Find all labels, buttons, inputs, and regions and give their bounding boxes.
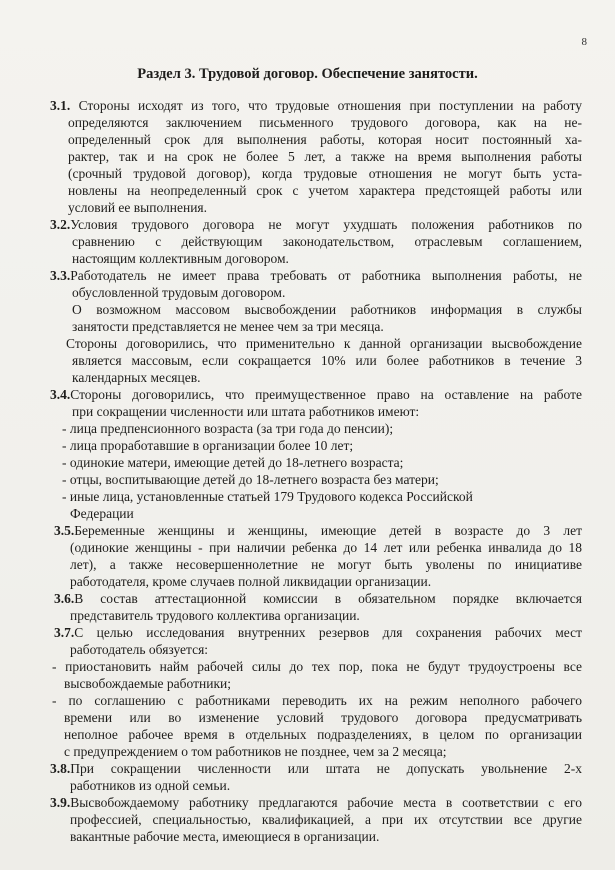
line-text: Беременные женщины и женщины, имеющие детей в возрасте до 3 лет: [74, 523, 582, 538]
line-text: профессией, специальностью, квалификацией, а при их отсутствии все другие: [70, 812, 582, 827]
text-line: [50, 709, 582, 726]
line-text: вакантные рабочие места, имеющиеся в организации.: [70, 829, 380, 844]
text-line: [50, 573, 582, 590]
line-text: При сокращении численности или штата не допускать увольнение 2-х: [70, 761, 582, 776]
text-line: [50, 318, 582, 335]
text-line: [50, 590, 582, 607]
line-text: С целью исследования внутренних резервов для сохранения рабочих мест: [74, 625, 582, 640]
line-text: календарных месяцев.: [72, 370, 201, 385]
line-text: новлены на неопределенный срок с учетом характера предстоящей работы или: [68, 183, 582, 198]
line-text: О возможном массовом высвобождении работников информация в службы: [72, 302, 582, 317]
line-text: времени или во изменение условий трудового договора предусматривать: [64, 710, 582, 725]
text-line: [50, 284, 582, 301]
line-text: представитель трудового коллектива организации.: [70, 608, 360, 623]
line-text: работодатель обязуется:: [70, 642, 209, 657]
line-text: условий ее выполнения.: [68, 200, 208, 215]
text-line: [50, 131, 582, 148]
text-line: [50, 233, 582, 250]
line-text: В состав аттестационной комиссии в обязательном порядке включается: [74, 591, 582, 606]
section-title: Раздел 3. Трудовой договор. Обеспечение занятости.: [137, 66, 478, 82]
text-line: [50, 828, 582, 845]
line-text: - иные лица, установленные статьей 179 Трудового кодекса Российской: [62, 489, 473, 504]
text-line: [50, 641, 582, 658]
line-text: Условия трудового договора не могут ухудшать положения работников по: [70, 217, 582, 232]
text-line: [50, 250, 582, 267]
page-number: 8: [581, 36, 587, 48]
text-line: [50, 726, 582, 743]
text-line: [50, 522, 582, 539]
section-body: [50, 97, 582, 845]
line-text: сравнению с действующим законодательством, отраслевым соглашением,: [72, 234, 582, 249]
text-line: [50, 794, 582, 811]
text-line: [50, 216, 582, 233]
line-text: Работодатель не имеет права требовать от работника выполнения работы, не: [70, 268, 582, 283]
line-text: - по соглашению с работниками переводить их на режим неполного рабочего: [52, 693, 582, 708]
clause-number: 3.1.: [50, 98, 71, 113]
text-line: [50, 97, 582, 114]
line-text: (срочный трудовой договор), когда трудовые отношения не могут быть уста-: [68, 166, 582, 181]
text-line: [50, 420, 582, 437]
text-line: [50, 352, 582, 369]
text-line: [50, 760, 582, 777]
text-line: [50, 454, 582, 471]
text-line: [50, 556, 582, 573]
clause-number: 3.8.: [50, 761, 71, 776]
line-text: рактер, так и на срок не более 5 лет, а также на время выполнения работы: [68, 149, 582, 164]
text-line: [50, 692, 582, 709]
text-line: [50, 505, 582, 522]
text-line: [50, 386, 582, 403]
line-text: обусловленной трудовым договором.: [72, 285, 286, 300]
line-text: работодателя, кроме случаев полной ликвидации организации.: [70, 574, 432, 589]
text-line: [50, 539, 582, 556]
line-text: - одинокие матери, имеющие детей до 18-летнего возраста;: [62, 455, 404, 470]
text-line: [50, 437, 582, 454]
line-text: неполное рабочее время в отдельных подразделениях, в целом по организации: [64, 727, 582, 742]
clause-number: 3.6.: [54, 591, 75, 606]
line-text: занятости представляется не менее чем за три месяца.: [72, 319, 384, 334]
line-text: лет), а также несовершеннолетние не могут быть уволены по инициативе: [70, 557, 582, 572]
text-line: [50, 165, 582, 182]
text-line: [50, 114, 582, 131]
text-line: [50, 607, 582, 624]
text-line: [50, 743, 582, 760]
text-line: [50, 624, 582, 641]
line-text: (одинокие женщины - при наличии ребенка до 14 лет или ребенка инвалида до 18: [70, 540, 582, 555]
line-text: Стороны исходят из того, что трудовые отношения при поступлении на работу: [70, 98, 582, 113]
text-line: [50, 471, 582, 488]
text-line: [50, 777, 582, 794]
text-line: [50, 335, 582, 352]
line-text: Федерации: [70, 506, 134, 521]
line-text: - лица предпенсионного возраста (за три года до пенсии);: [62, 421, 394, 436]
text-line: [50, 658, 582, 675]
text-line: [50, 199, 582, 216]
line-text: - лица проработавшие в организации более 10 лет;: [62, 438, 354, 453]
line-text: определяются заключением письменного трудового договора, как на не-: [68, 115, 582, 130]
line-text: определенный срок для выполнения работы, которая носит постоянный ха-: [68, 132, 582, 147]
line-text: высвобождаемые работники;: [64, 676, 231, 691]
text-line: [50, 811, 582, 828]
text-line: [50, 148, 582, 165]
clause-number: 3.3.: [50, 268, 71, 283]
clause-number: 3.4.: [50, 387, 71, 402]
line-text: - приостановить найм рабочей силы до тех пор, пока не будут трудоустроены все: [52, 659, 582, 674]
line-text: настоящим коллективным договором.: [72, 251, 289, 266]
line-text: при сокращении численности или штата работников имеют:: [72, 404, 420, 419]
line-text: является массовым, если сокращается 10% или более работников в течение 3: [72, 353, 582, 368]
clause-number: 3.7.: [54, 625, 75, 640]
line-text: Стороны договорились, что применительно к данной организации высвобождение: [66, 336, 582, 351]
clause-number: 3.5.: [54, 523, 75, 538]
clause-number: 3.9.: [50, 795, 71, 810]
text-line: [50, 488, 582, 505]
text-line: [50, 182, 582, 199]
line-text: Высвобождаемому работнику предлагаются рабочие места в соответствии с его: [70, 795, 582, 810]
text-line: [50, 369, 582, 386]
line-text: - отцы, воспитывающие детей до 18-летнего возраста без матери;: [62, 472, 439, 487]
line-text: Стороны договорились, что преимущественное право на оставление на работе: [70, 387, 582, 402]
text-line: [50, 301, 582, 318]
text-line: [50, 675, 582, 692]
line-text: с предупреждением о том работников не позднее, чем за 2 месяца;: [64, 744, 447, 759]
clause-number: 3.2.: [50, 217, 71, 232]
text-line: [50, 267, 582, 284]
line-text: работников из одной семьи.: [70, 778, 231, 793]
text-line: [50, 403, 582, 420]
